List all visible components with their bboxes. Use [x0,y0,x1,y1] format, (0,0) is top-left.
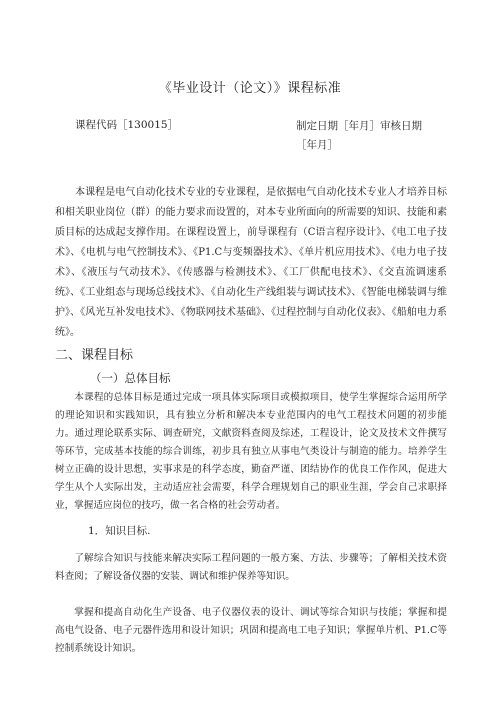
date-line-1: 制定日期［年月］审核日期 [296,120,422,132]
document-title: 《毕业设计（论文）》课程标准 [158,81,342,96]
knowledge-paragraph-2: 掌握和提高自动化生产设备、电子仪器仪表的设计、调试等综合知识与技能；掌握和提高电气设备、电子元器件选用和设计知识；巩固和提高电工电子知识；掌握单片机、P1.C等控制系统设计知识。 [55,607,447,654]
subsection-heading-overall-objective: （一）总体目标 [90,371,171,385]
course-code: 课程代码［130015］ [75,119,179,131]
item-heading-knowledge-objective: 1．知识目标. [88,525,151,537]
overall-objective-paragraph: 本课程的总体目标是通过完成一项具体实际项目或模拟项目，使学生掌握综合运用所学的理论知识和实践知识，具有独立分析和解决本专业范围内的电气工程技术问题的初步能力。通过理论联系实际、调查研究，文献资料查阅及综述，工程设计，论文及技术文件撰写等环节，完成基本技能的综合训练，初步具有独立从事电气类设计与制造的能力。培养学生树立正确的设计思想，实事求是的科学态度，勤奋严谨、团结协作的优良工作作风，促进大学生从个人实际出发，主动适应社会需要，科学合理规划自己的职业生涯，学会自己求职择业，掌握适应岗位的技巧，做一名合格的社会劳动者。 [55,392,447,511]
intro-paragraph: 本课程是电气自动化技术专业的专业课程，是依据电气自动化技术专业人才培养目标和相关职业岗位（群）的能力要求而设置的，对本专业所面向的所需要的知识、技能和素质目标的达成起支撑作用。在课程设置上，前导课程有（C语言程序设计》、《电工电子技术》、《电机与电气控制技术》、《P1.C与变频器技术》、《单片机应用技术》、《电力电子技术》、《液压与气动技术》、《传感器与检测技术》、《工厂供配电技术》、《交直流调速系统》、《工业组态与现场总线技术》、《自动化生产线组装与调试技术》、《智能电梯装调与维护》、《风光互补发电技术》、《物联网技术基础》、《过程控制与自动化仪表》、《船舶电力系统》。 [55,187,447,338]
date-info [296,117,456,155]
section-heading-course-objectives: 二、课程目标 [55,348,134,363]
date-line-2: ［年月］ [296,139,338,151]
knowledge-paragraph-1: 了解综合知识与技能来解决实际工程问题的一般方案、方法、步骤等；了解相关技术资料查阅；了解设备仪器的安装、调试和维护保养等知识。 [55,553,447,582]
